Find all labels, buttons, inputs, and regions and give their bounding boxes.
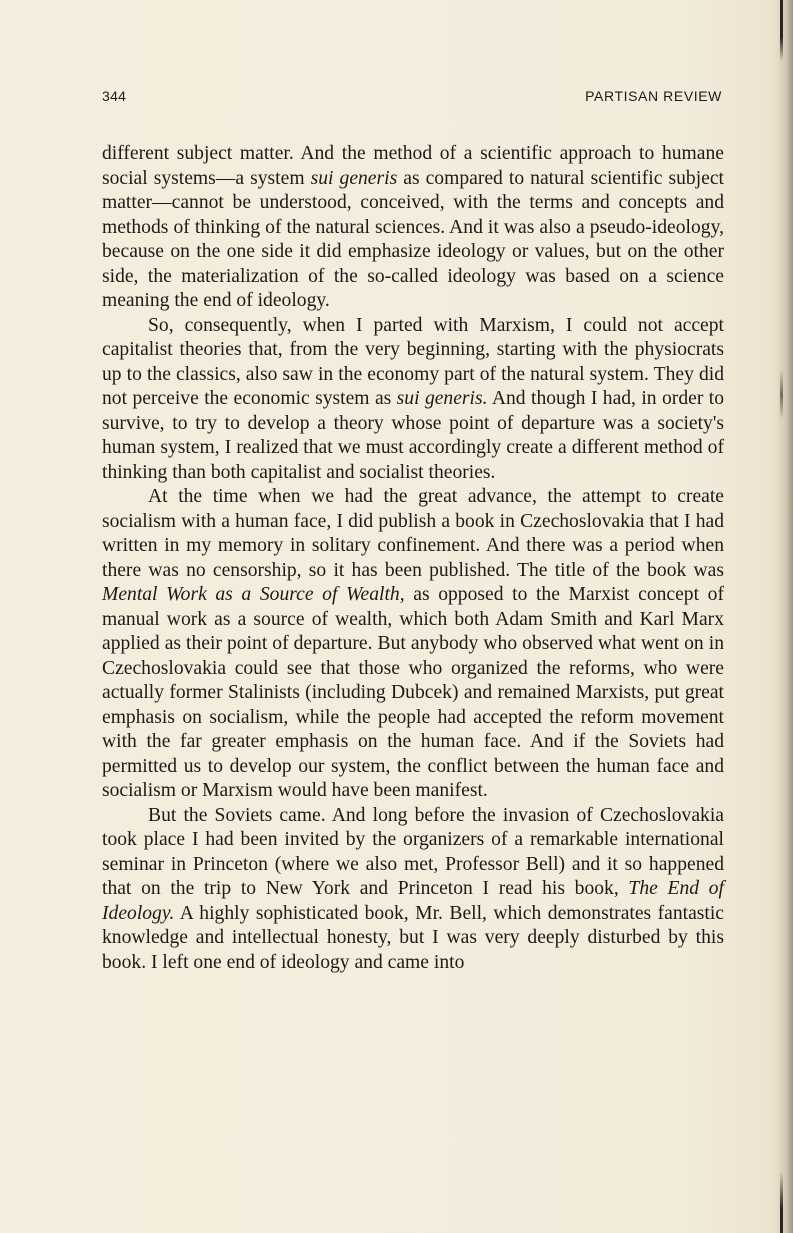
page-number: 344 xyxy=(102,88,127,104)
paragraph-text: But the Soviets came. And long before the invasion of Czechoslovakia took place I had been invited by the organizers of a remarkable international seminar in Princeton (where we also met, Professor Bell) and it so happened that on the trip to New York and Princeton I read his book, xyxy=(102,804,724,899)
paragraph xyxy=(102,804,724,976)
page-gutter-shadow xyxy=(775,0,793,1233)
article-body xyxy=(102,142,724,975)
paragraph-text: At the time when we had the great advance, the attempt to create socialism with a human face, I did publish a book in Czechoslovakia that I had written in my memory in solitary confinement. And there was a period when there was no censorship, so it has been published. The title of the book was xyxy=(102,486,724,581)
italic-text: Mental Work as a Source of Wealth, xyxy=(102,584,405,605)
journal-title: PARTISAN REVIEW xyxy=(585,88,722,104)
paragraph-text: And though I had, in order to survive, to try to develop a theory whose point of departure was a society's human system, I realized that we must accordingly create a different method of thinking than both capitalist and socialist theories. xyxy=(102,388,724,483)
paragraph xyxy=(102,314,724,486)
italic-text: sui generis xyxy=(310,167,398,189)
paragraph-text: different subject matter. And the method of a scientific approach to humane social systems—a system xyxy=(102,143,724,189)
paragraph xyxy=(102,142,724,314)
running-head xyxy=(102,88,722,108)
paragraph-text: as opposed to the Marxist concept of manual work as a source of wealth, which both Adam Smith and Karl Marx applied as their point of departure. But anybody who observed what went on in Czechoslovakia could see that those who organized the reforms, who were actually former Stalinists (including Dubcek) and remained Marxists, put great emphasis on socialism, while the people had accepted the reform movement with the far greater emphasis on the human face. And if the Soviets had permitted us to develop our system, the conflict between the human face and socialism or Marxism would have been manifest. xyxy=(102,584,724,801)
paragraph-text: So, consequently, when I parted with Marxism, I could not accept capitalist theories that, from the very beginning, starting with the physiocrats up to the classics, also saw in the economy part of the natural system. They did not perceive the economic system as xyxy=(102,314,724,409)
paragraph-text: as compared to natural scientific subject matter—cannot be understood, conceived, with the terms and concepts and methods of thinking of the natural sciences. And it was also a pseudo-ideology, because on the one side it did emphasize ideology or values, but on the other side, the materialization of the so-called ideology was based on a science meaning the end of ideology. xyxy=(102,167,724,311)
paragraph xyxy=(102,485,724,804)
paragraph-text: A highly sophisticated book, Mr. Bell, which demonstrates fantastic knowledge and intellectual honesty, but I was very deeply disturbed by this book. I left one end of ideology and came into xyxy=(102,902,724,973)
italic-text: sui generis. xyxy=(396,388,488,409)
italic-text: The End of Ideology. xyxy=(102,878,724,924)
page-edge xyxy=(780,0,783,1233)
